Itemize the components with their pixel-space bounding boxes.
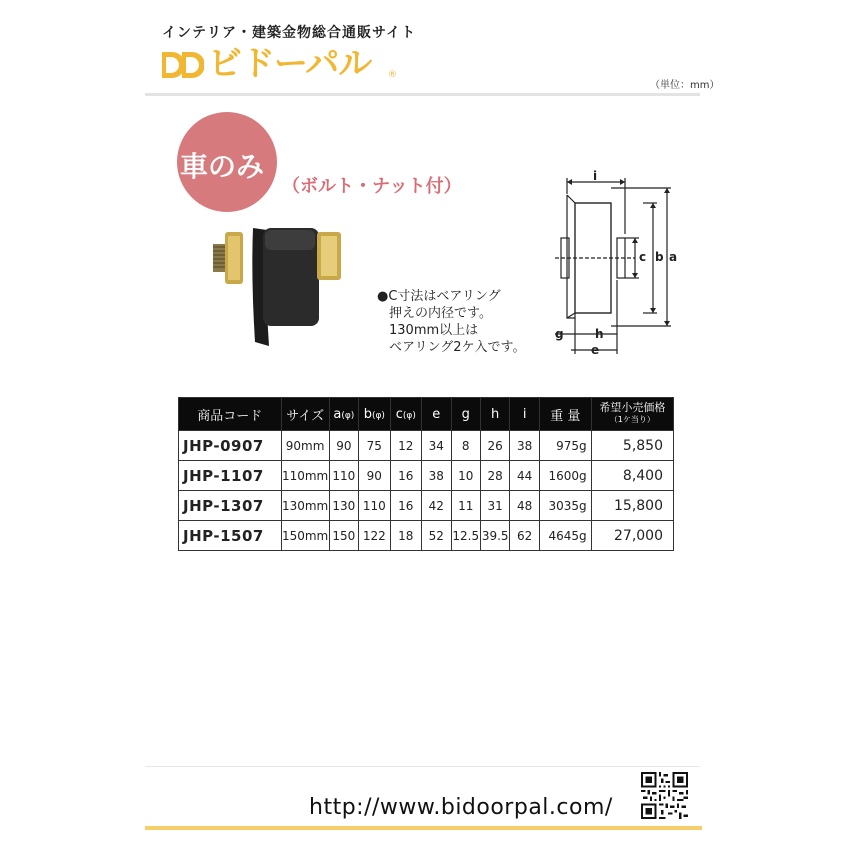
header-c-unit: (φ): [402, 410, 416, 421]
cell-code: JHP-1507: [179, 521, 282, 551]
cell-e: 52: [422, 521, 451, 551]
cell-size: 90mm: [281, 431, 329, 461]
cell-e: 34: [422, 431, 451, 461]
header-weight: 重 量: [539, 398, 591, 431]
header-h: h: [480, 398, 509, 431]
header-b-unit: (φ): [371, 410, 385, 421]
header-a: [329, 398, 358, 431]
header-a-label: a: [333, 406, 342, 422]
product-title: 車のみ: [180, 150, 265, 183]
dim-label-a: a: [669, 250, 678, 264]
header-g: g: [451, 398, 480, 431]
cell-g: 11: [451, 491, 480, 521]
cell-e: 42: [422, 491, 451, 521]
cell-c: 18: [390, 521, 421, 551]
cell-g: 8: [451, 431, 480, 461]
logo-text: ビドーパル: [208, 44, 372, 84]
product-subtitle: （ボルト・ナット付）: [282, 176, 462, 197]
cell-b: 122: [359, 521, 390, 551]
cell-weight: 975g: [539, 431, 591, 461]
table-row: [179, 521, 674, 551]
cell-price: 5,850: [591, 431, 673, 461]
cell-weight: 4645g: [539, 521, 591, 551]
header-e: e: [422, 398, 451, 431]
registered-mark: ®: [388, 70, 397, 80]
cell-a: 110: [329, 461, 358, 491]
footer-divider: [145, 826, 702, 830]
cell-c: 12: [390, 431, 421, 461]
table-row: [179, 491, 674, 521]
note-line: 押えの内径です。: [389, 306, 492, 321]
dimension-diagram: [545, 168, 695, 363]
header-price-note: （1ケ当り）: [609, 415, 655, 424]
cell-a: 130: [329, 491, 358, 521]
header-size: サイズ: [281, 398, 329, 431]
unit-label: （単位：mm）: [650, 80, 720, 91]
table-row: [179, 431, 674, 461]
header-a-unit: (φ): [341, 410, 355, 421]
header-price: [591, 398, 673, 431]
cell-price: 27,000: [591, 521, 673, 551]
logo-mark-icon: [160, 50, 204, 80]
header-divider: [145, 93, 700, 96]
cell-price: 8,400: [591, 461, 673, 491]
cell-weight: 3035g: [539, 491, 591, 521]
header-b-label: b: [363, 406, 372, 422]
footer-divider-thin: [145, 766, 700, 767]
cell-a: 90: [329, 431, 358, 461]
header-c-label: c: [395, 406, 403, 422]
product-photo: [205, 218, 355, 348]
note-line: ベアリング2ケ入です。: [389, 340, 526, 355]
bidoorpal-logo[interactable]: [160, 44, 400, 84]
cell-i: 48: [510, 491, 539, 521]
dim-label-h: h: [595, 327, 604, 341]
cell-b: 90: [359, 461, 390, 491]
header-i: i: [510, 398, 539, 431]
dim-label-c: c: [639, 250, 647, 264]
cell-i: 38: [510, 431, 539, 461]
cell-h: 39.5: [480, 521, 509, 551]
dimension-note: [377, 288, 525, 356]
note-line: 130mm以上は: [389, 323, 479, 338]
cell-size: 130mm: [281, 491, 329, 521]
cell-g: 10: [451, 461, 480, 491]
cell-e: 38: [422, 461, 451, 491]
cell-a: 150: [329, 521, 358, 551]
cell-h: 31: [480, 491, 509, 521]
cell-size: 150mm: [281, 521, 329, 551]
dim-label-b: b: [655, 250, 664, 264]
cell-size: 110mm: [281, 461, 329, 491]
dim-label-i: i: [593, 169, 598, 183]
cell-h: 28: [480, 461, 509, 491]
spec-table: [178, 397, 674, 551]
cell-b: 110: [359, 491, 390, 521]
cell-i: 44: [510, 461, 539, 491]
qr-code-icon[interactable]: [641, 772, 688, 819]
header-c: [390, 398, 421, 431]
header-b: [359, 398, 390, 431]
cell-c: 16: [390, 461, 421, 491]
cell-code: JHP-1307: [179, 491, 282, 521]
table-header-row: [179, 398, 674, 431]
cell-price: 15,800: [591, 491, 673, 521]
note-line: ●C寸法はベアリング: [377, 289, 501, 304]
table-row: [179, 461, 674, 491]
cell-g: 12.5: [451, 521, 480, 551]
cell-b: 75: [359, 431, 390, 461]
site-tagline: インテリア・建築金物総合通販サイト: [162, 25, 417, 41]
cell-code: JHP-0907: [179, 431, 282, 461]
dim-label-e: e: [591, 343, 600, 357]
cell-i: 62: [510, 521, 539, 551]
dim-label-g: g: [555, 327, 564, 341]
cell-code: JHP-1107: [179, 461, 282, 491]
header-code: 商品コード: [179, 398, 282, 431]
site-url-link[interactable]: http://www.bidoorpal.com/: [309, 795, 613, 820]
cell-c: 16: [390, 491, 421, 521]
cell-h: 26: [480, 431, 509, 461]
header-price-label: 希望小売価格: [599, 401, 666, 414]
cell-weight: 1600g: [539, 461, 591, 491]
